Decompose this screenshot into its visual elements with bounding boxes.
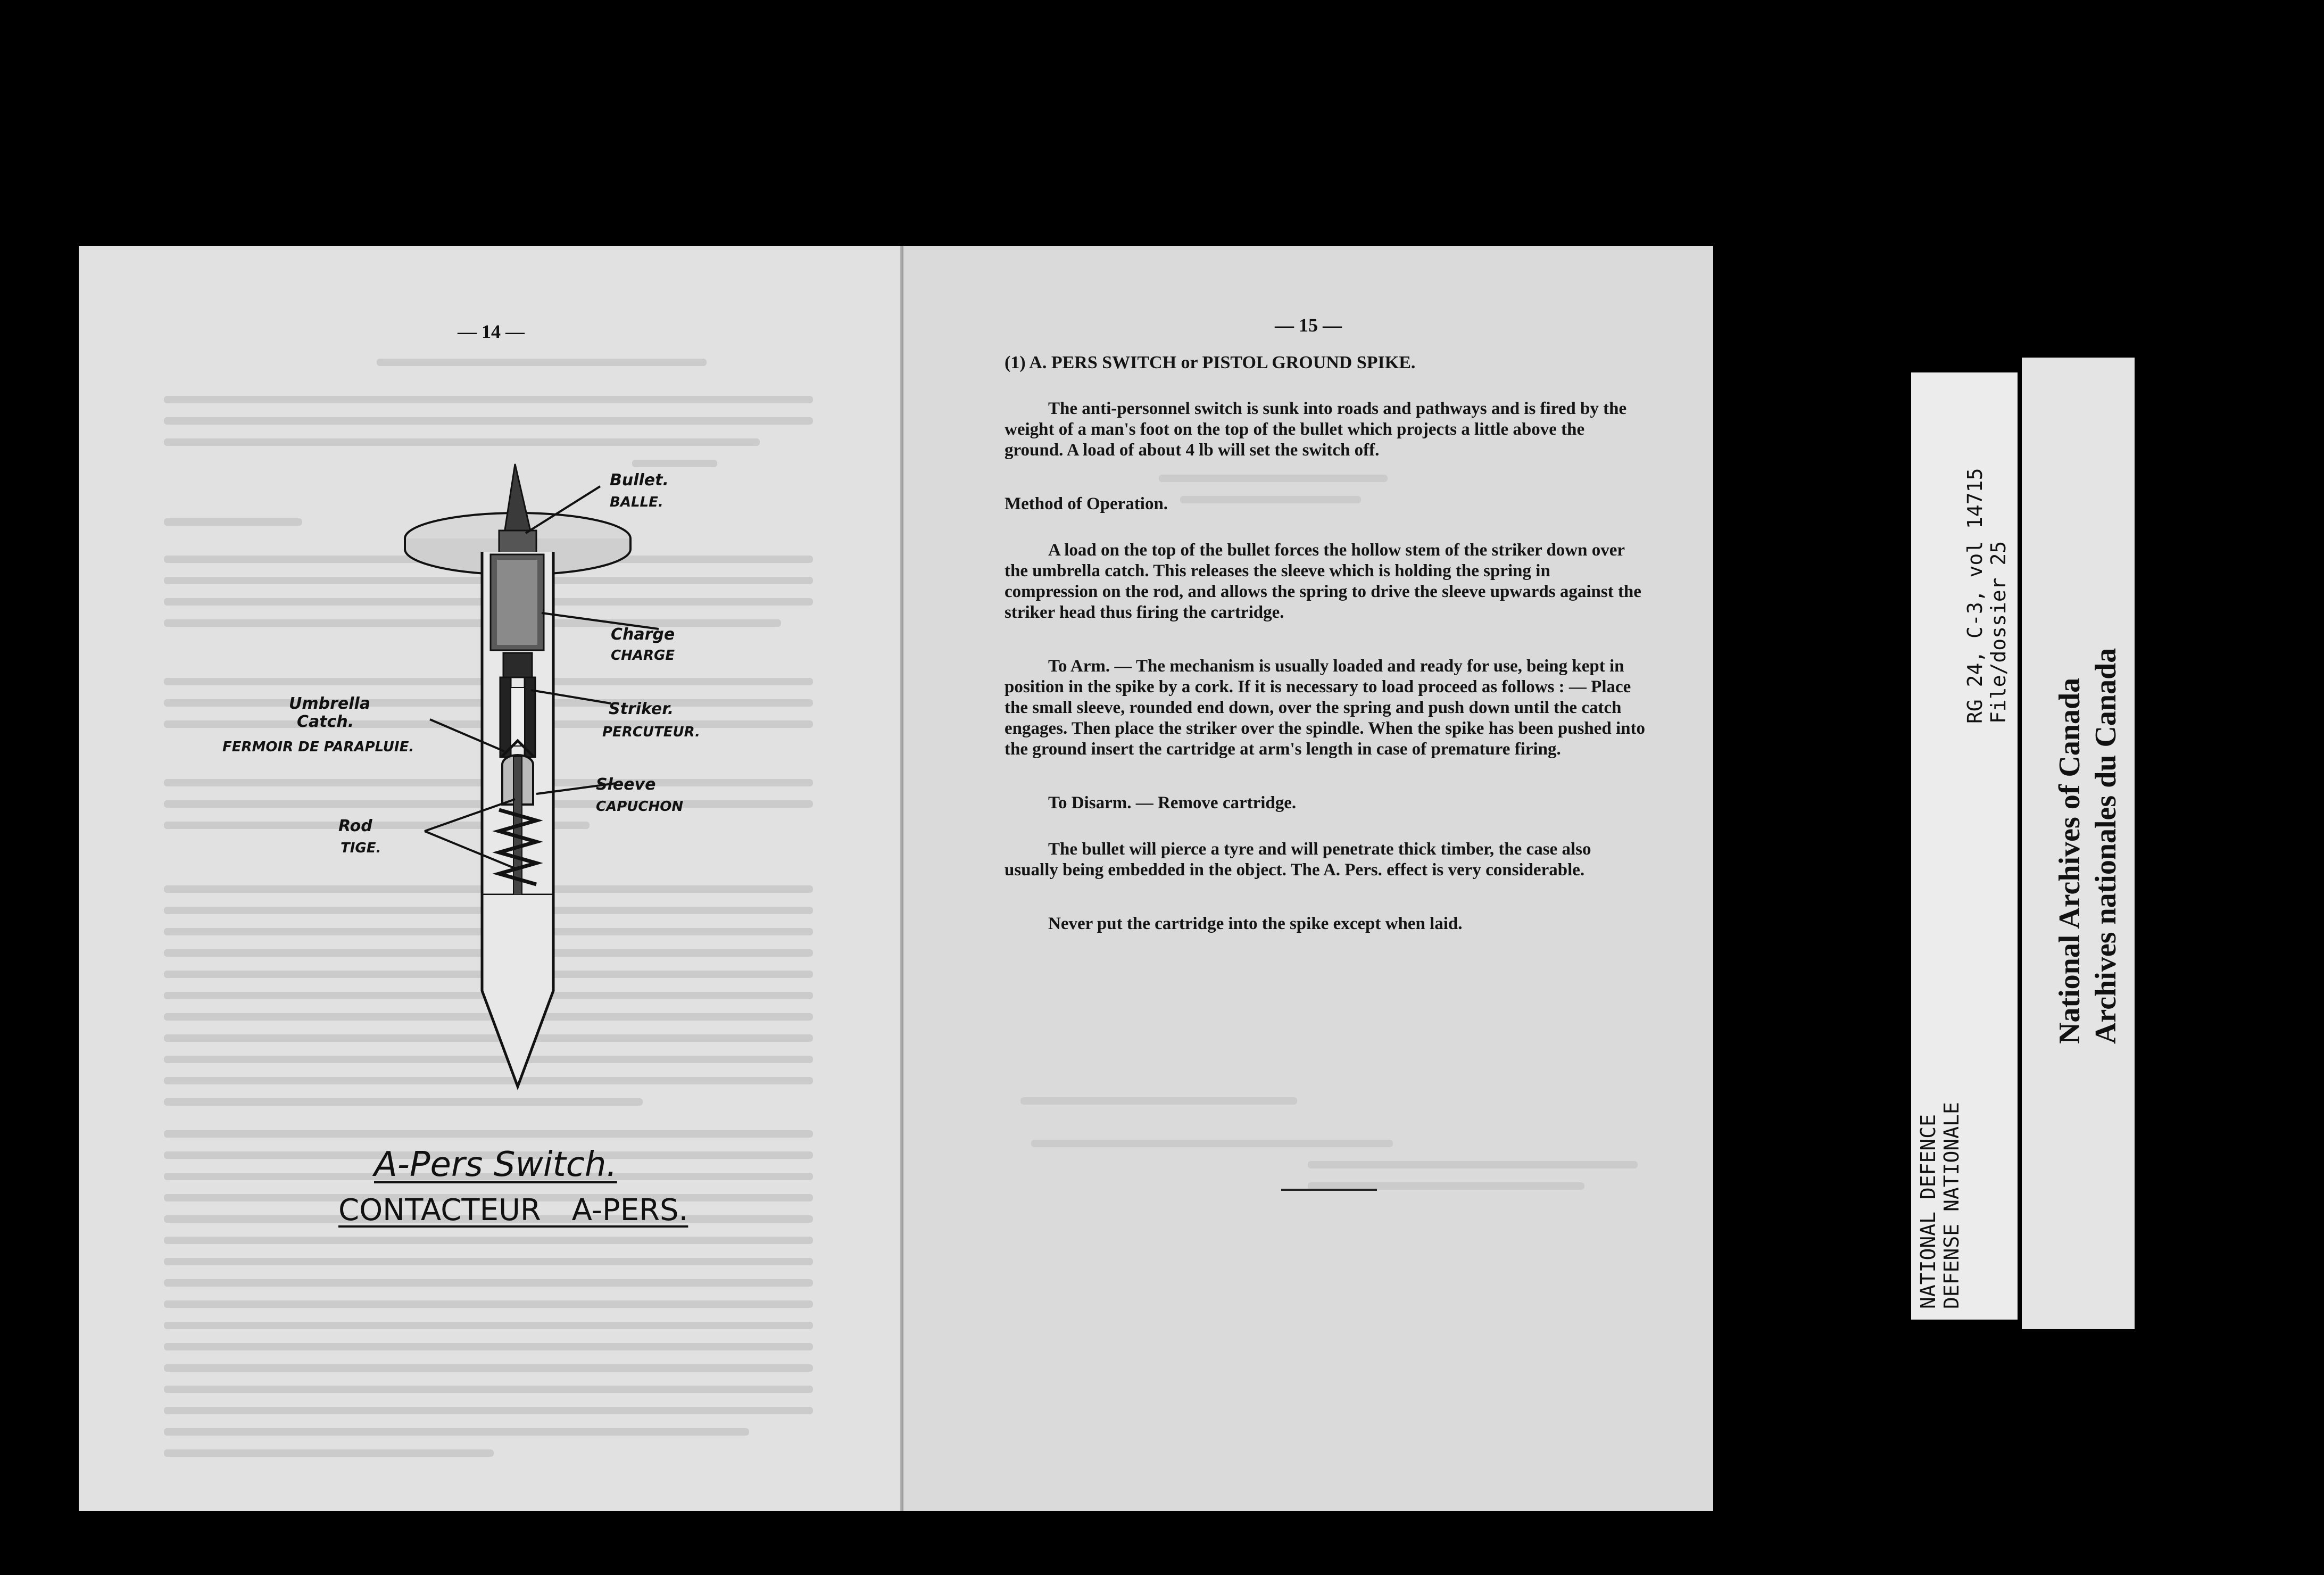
caption-en: A-Pers Switch. xyxy=(374,1145,617,1184)
label-striker-en: Striker. xyxy=(609,700,674,718)
caption-fr: CONTACTEUR A-PERS. xyxy=(338,1193,688,1228)
method-paragraph: A load on the top of the bullet forces the hollow stem of the striker down over the umbrella catch. This releases the sleeve which is holding the spring in compression on the rod, and allows the spring to drive the sleeve upwards against the striker head thus firing the cartridge. xyxy=(1005,541,1641,622)
article-body xyxy=(1005,352,1646,934)
file-reference-line-2: File/dossier 25 xyxy=(1987,541,2010,724)
label-umbrella-fr: FERMOIR DE PARAPLUIE. xyxy=(222,739,414,755)
archives-name-fr: Archives nationales du Canada xyxy=(2089,648,2122,1044)
label-charge-en: Charge xyxy=(611,625,675,644)
method-heading: Method of Operation. xyxy=(1005,494,1168,513)
label-sleeve-fr: CAPUCHON xyxy=(596,799,684,815)
department-block xyxy=(1916,1102,1963,1309)
left-page xyxy=(79,246,903,1511)
to-arm-text: The mechanism is usually loaded and ready for use, being kept in position in the spike by a cork. If it is necessary to load proceed as follows : — Place the small sleeve, rounded end down, over the spring and push down until the catch engages. Then place the striker over the spindle. When the spike has been pushed into the ground insert the cartridge at arm's length in case of premature firing. xyxy=(1005,657,1646,759)
label-rod-en: Rod xyxy=(338,817,372,835)
to-disarm-label: To Disarm. — xyxy=(1048,793,1153,813)
label-bullet-fr: BALLE. xyxy=(610,494,663,510)
to-disarm-paragraph xyxy=(1005,793,1646,814)
intro-paragraph: The anti-personnel switch is sunk into roads and pathways and is fired by the weight of a man's foot on the top of the bullet which projects a little above the ground. A load of about 4 lb will set the switch off. xyxy=(1005,399,1627,460)
label-umbrella-en-2: Catch. xyxy=(297,712,354,731)
file-reference-block xyxy=(1963,468,2010,724)
archives-name-en: National Archives of Canada xyxy=(2053,677,2086,1044)
right-page xyxy=(903,246,1713,1511)
page-number: — 14 — xyxy=(458,321,525,342)
to-arm-paragraph xyxy=(1005,656,1646,760)
department-line-1: NATIONAL DEFENCE xyxy=(1916,1114,1940,1309)
label-charge-fr: CHARGE xyxy=(611,648,675,664)
page-number: — 15 — xyxy=(1275,314,1342,336)
section-title: (1) A. PERS SWITCH or PISTOL GROUND SPIKE. xyxy=(1005,353,1416,372)
to-disarm-text: Remove cartridge. xyxy=(1157,793,1297,813)
label-striker-fr: PERCUTEUR. xyxy=(602,724,701,740)
archives-name-block xyxy=(2052,648,2124,1044)
department-line-2: DEFENSE NATIONALE xyxy=(1940,1102,1963,1309)
end-rule xyxy=(1281,1189,1377,1191)
archive-reference-strip xyxy=(1911,372,2018,1320)
label-rod-fr: TIGE. xyxy=(341,840,381,856)
label-umbrella-en-1: Umbrella xyxy=(289,694,371,713)
to-arm-label: To Arm. — xyxy=(1048,657,1132,676)
label-bullet-en: Bullet. xyxy=(610,471,669,490)
switch-diagram xyxy=(79,246,903,1257)
file-reference-line-1: RG 24, C-3, vol 14715 xyxy=(1963,468,1987,724)
archives-name-strip xyxy=(2022,358,2135,1329)
warning-line: Never put the cartridge into the spike except when laid. xyxy=(1048,914,1463,933)
effect-paragraph: The bullet will pierce a tyre and will penetrate thick timber, the case also usually being embedded in the object. The A. Pers. effect is very considerable. xyxy=(1005,840,1591,880)
label-sleeve-en: Sleeve xyxy=(596,775,656,794)
